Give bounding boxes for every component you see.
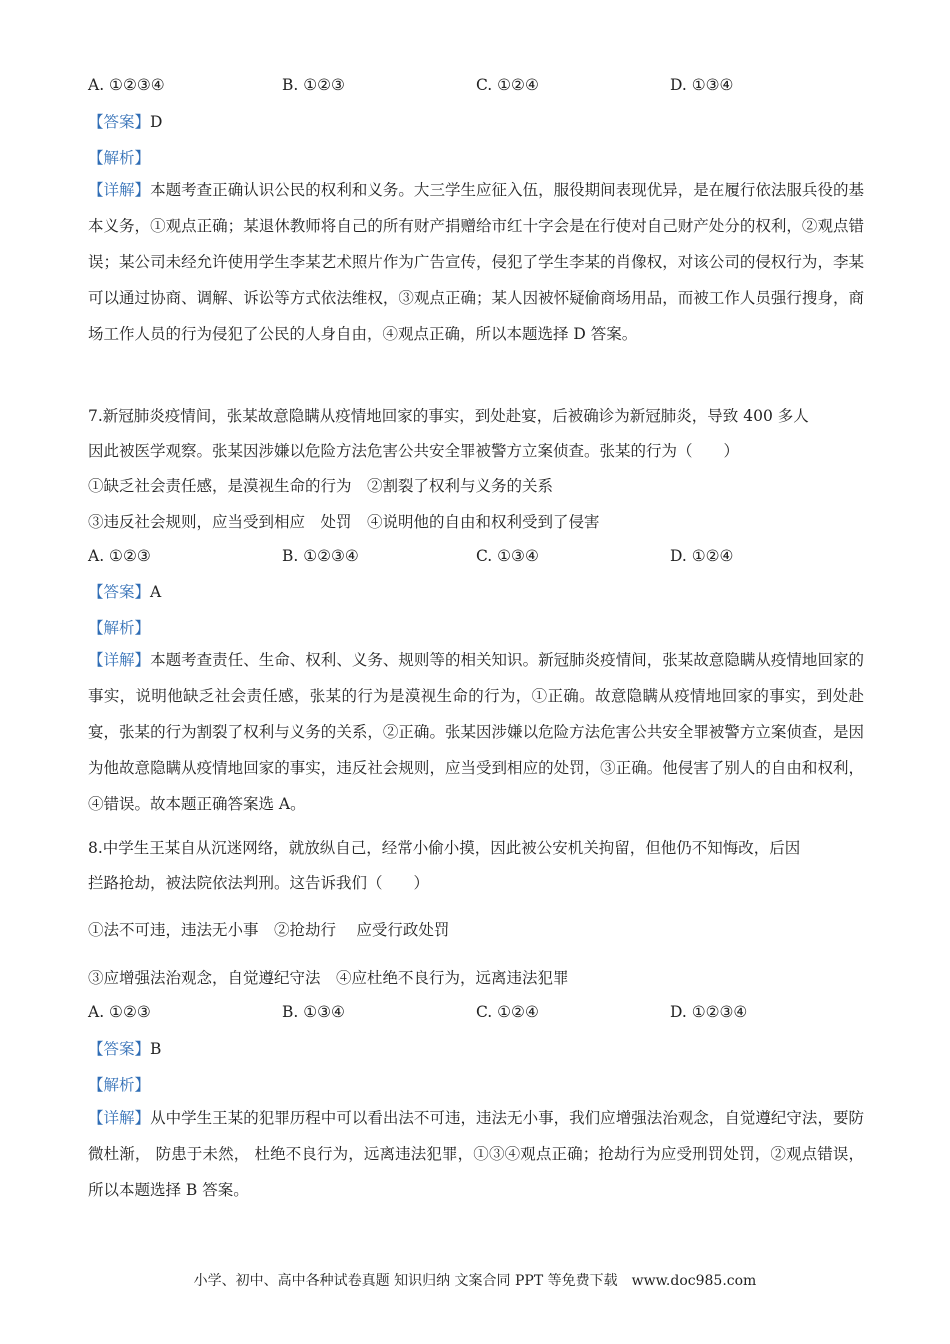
q6-analysis: [88, 148, 868, 168]
q7-stem-line-2: 因此被医学观察。张某因涉嫌以危险方法危害公共安全罪被警方立案侦查。张某的行为（ ）: [88, 442, 740, 460]
q8-choice-line-2: ③应增强法治观念，自觉遵纪守法 ④应杜绝不良行为，远离违法犯罪: [88, 969, 569, 987]
q8-option-a: A. ①②③: [88, 1003, 151, 1021]
q8-analysis: [88, 1075, 868, 1095]
q8-option-c: C. ①②④: [476, 1003, 539, 1021]
q8-stem-line-2: 拦路抢劫，被法院依法判刑。这告诉我们（ ）: [88, 874, 430, 892]
q7-options: [88, 547, 868, 567]
page-footer: 小学、初中、高中各种试卷真题 知识归纳 文案合同 PPT 等免费下载 www.doc985.com: [193, 1273, 757, 1289]
q8-answer-value: B: [150, 1040, 162, 1058]
q7-detail-label: 【详解】: [88, 651, 151, 669]
q8-option-d: D. ①②③④: [670, 1003, 748, 1021]
q7-analysis-label: 【解析】: [88, 619, 151, 637]
q7-option-a: A. ①②③: [88, 547, 151, 565]
q8-detail-text: 从中学生王某的犯罪历程中可以看出法不可违，违法无小事，我们应增强法治观念，自觉遵纪守法，要防微杜渐， 防患于未然， 杜绝不良行为，远离违法犯罪，①③④观点正确；抢劫行为应受刑罚处罚，②观点错误，所以本题选择 B 答案。: [88, 1109, 864, 1199]
q7-detail: [88, 642, 864, 822]
q7-answer-value: A: [150, 583, 162, 601]
q8-detail-label: 【详解】: [88, 1109, 151, 1127]
q8-choice-line-1: ①法不可违，违法无小事 ②抢劫行 应受行政处罚: [88, 921, 450, 939]
q8-option-b: B. ①③④: [282, 1003, 345, 1021]
q6-detail-text: 本题考查正确认识公民的权利和义务。大三学生应征入伍，服役期间表现优异，是在履行依法服兵役的基本义务，①观点正确；某退休教师将自己的所有财产捐赠给市红十字会是在行使对自己财产处分的权利，②观点错误；某公司未经允许使用学生李某艺术照片作为广告宣传，侵犯了学生李某的肖像权，对该公司的侵权行为，李某可以通过协商、调解、诉讼等方式依法维权，③观点正确；某人因被怀疑偷商场用品，而被工作人员强行搜身，商场工作人员的行为侵犯了公民的人身自由，④观点正确，所以本题选择 D 答案。: [88, 181, 864, 343]
q6-answer-label: 【答案】: [88, 113, 151, 131]
q7-analysis: [88, 618, 868, 638]
q6-option-c: C. ①②④: [476, 76, 539, 94]
q6-detail-label: 【详解】: [88, 181, 151, 199]
q7-option-c: C. ①③④: [476, 547, 539, 565]
q6-answer-value: D: [150, 113, 163, 131]
q6-option-d: D. ①③④: [670, 76, 734, 94]
q8-stem-line-1: 8.中学生王某自从沉迷网络，就放纵自己，经常小偷小摸，因此被公安机关拘留，但他仍不知悔改，后因: [88, 839, 801, 857]
q7-option-b: B. ①②③④: [282, 547, 359, 565]
q7-choice-line-2: ③违反社会规则，应当受到相应 处罚 ④说明他的自由和权利受到了侵害: [88, 513, 600, 531]
q7-stem-line-1: 7.新冠肺炎疫情间，张某故意隐瞒从疫情地回家的事实，到处赴宴，后被确诊为新冠肺炎，导致 400 多人: [88, 407, 809, 425]
q7-choice-line-1: ①缺乏社会责任感，是漠视生命的行为 ②割裂了权利与义务的关系: [88, 477, 554, 495]
q6-answer: [88, 112, 868, 132]
q6-option-b: B. ①②③: [282, 76, 345, 94]
q6-detail: [88, 172, 864, 352]
q7-detail-text: 本题考查责任、生命、权利、义务、规则等的相关知识。新冠肺炎疫情间，张某故意隐瞒从疫情地回家的事实，说明他缺乏社会责任感，张某的行为是漠视生命的行为，①正确。故意隐瞒从疫情地回家的事实，到处赴宴，张某的行为割裂了权利与义务的关系，②正确。张某因涉嫌以危险方法危害公共安全罪被警方立案侦查，是因为他故意隐瞒从疫情地回家的事实，违反社会规则，应当受到相应的处罚，③正确。他侵害了别人的自由和权利，④错误。故本题正确答案选 A。: [88, 651, 864, 813]
q8-answer: [88, 1039, 868, 1059]
q7-answer-label: 【答案】: [88, 583, 151, 601]
q8-answer-label: 【答案】: [88, 1040, 151, 1058]
q7-option-d: D. ①②④: [670, 547, 734, 565]
q7-answer: [88, 582, 868, 602]
q8-analysis-label: 【解析】: [88, 1076, 151, 1094]
q6-analysis-label: 【解析】: [88, 149, 151, 167]
q6-options: [88, 76, 868, 96]
q6-option-a: A. ①②③④: [88, 76, 165, 94]
q8-detail: [88, 1100, 864, 1208]
q8-options: [88, 1003, 868, 1023]
